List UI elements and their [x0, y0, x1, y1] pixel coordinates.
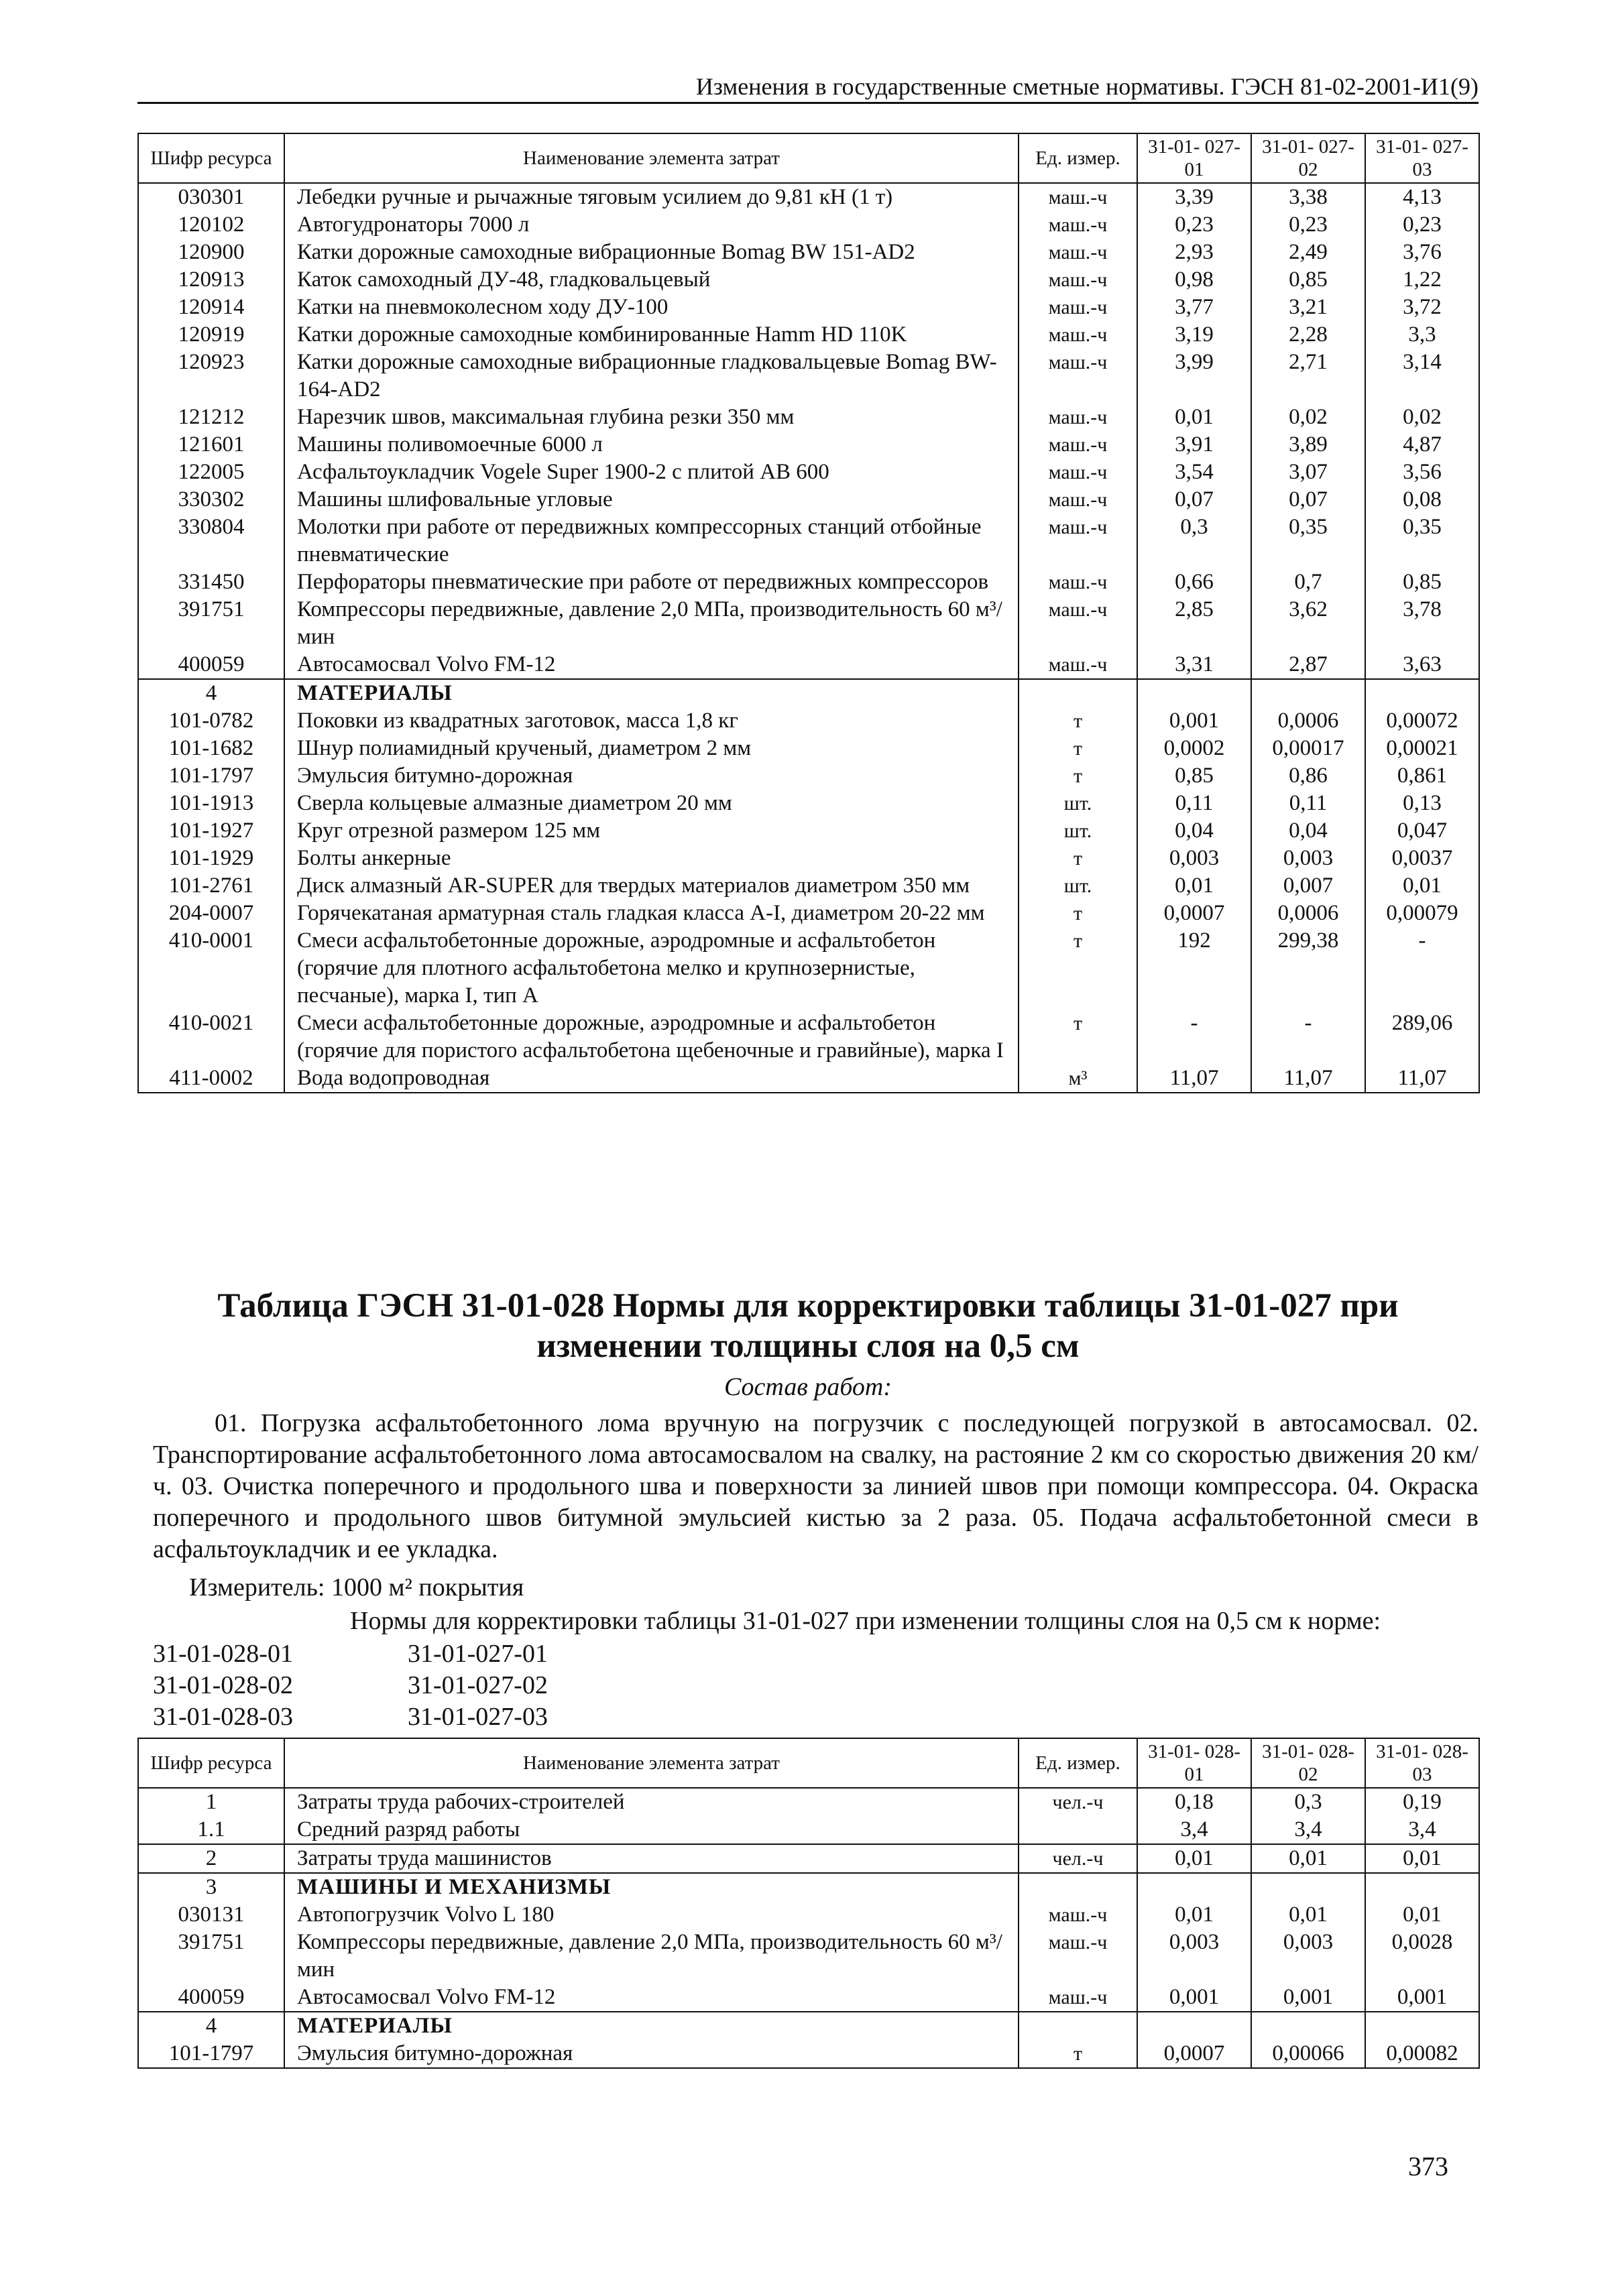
cell-unit: т [1019, 707, 1137, 735]
table-section-row [138, 679, 1479, 707]
cell-unit: маш.-ч [1019, 321, 1137, 349]
cell-norm-value-3: 0,13 [1365, 790, 1479, 817]
table-row [138, 1844, 1479, 1873]
cell-resource-name: Смеси асфальтобетонные дорожные, аэродромные и асфальтобетон (горячие для пористого асфальтобетона щебеночные и гравийные), марка I [284, 1010, 1019, 1065]
cell-norm-value-2: 0,07 [1251, 486, 1365, 513]
table-row [138, 431, 1479, 459]
cell-norm-value-3: 0,08 [1365, 486, 1479, 513]
col-header-norm-2: 31-01- 028-02 [1251, 1738, 1365, 1788]
cell-resource-code: 331450 [138, 568, 284, 596]
cell-resource-code: 101-0782 [138, 707, 284, 735]
cell-resource-name: Болты анкерные [284, 845, 1019, 872]
norm-code-028: 31-01-028-02 [153, 1671, 293, 1699]
table-row [138, 790, 1479, 817]
col-header-norm-3: 31-01- 028-03 [1365, 1738, 1479, 1788]
table-row [138, 349, 1479, 404]
cell-norm-value-1: 3,77 [1137, 294, 1251, 321]
cell-resource-code: 101-1929 [138, 845, 284, 872]
cell-norm-value-3: 0,00079 [1365, 900, 1479, 927]
cell-norm-value-2: 2,87 [1251, 651, 1365, 679]
cell-unit: шт. [1019, 817, 1137, 845]
cell-resource-code: 101-1927 [138, 817, 284, 845]
cell-resource-code: 101-1797 [138, 762, 284, 790]
cell-norm-value-3: 3,72 [1365, 294, 1479, 321]
col-header-norm-1: 31-01- 027-01 [1137, 133, 1251, 183]
cell-resource-code: 410-0001 [138, 927, 284, 1010]
cell-unit: маш.-ч [1019, 266, 1137, 294]
cell-unit: т [1019, 1010, 1137, 1065]
cell-resource-code: 391751 [138, 596, 284, 651]
cell-resource-name: Средний разряд работы [284, 1816, 1019, 1844]
table-row [138, 513, 1479, 568]
cell-norm-value-3: 0,23 [1365, 211, 1479, 239]
cell-norm-value-1: 3,31 [1137, 651, 1251, 679]
norm-mapping-row [153, 1638, 548, 1670]
cell-norm-value-3: 11,07 [1365, 1065, 1479, 1093]
table-row [138, 596, 1479, 651]
col-header-code: Шифр ресурса [138, 1738, 284, 1788]
cell-norm-value-2 [1251, 2012, 1365, 2040]
cell-norm-value-3: 3,56 [1365, 459, 1479, 486]
cell-norm-value-3 [1365, 2012, 1479, 2040]
norm-mapping-list [153, 1638, 548, 1733]
norm-correction-note: Нормы для корректировки таблицы 31-01-027 при изменении толщины слоя на 0,5 см к норме: [350, 1607, 1381, 1635]
table-row [138, 183, 1479, 211]
cell-resource-name: Катки дорожные самоходные вибрационные Bomag BW 151-AD2 [284, 239, 1019, 266]
cell-norm-value-1: 0,01 [1137, 404, 1251, 431]
meter-unit: Измеритель: 1000 м² покрытия [189, 1573, 524, 1602]
cell-norm-value-3: 3,3 [1365, 321, 1479, 349]
cell-norm-value-3: 0,85 [1365, 568, 1479, 596]
cell-norm-value-2: 2,49 [1251, 239, 1365, 266]
cell-norm-value-2: 0,7 [1251, 568, 1365, 596]
cell-norm-value-2: 0,3 [1251, 1788, 1365, 1816]
cell-norm-value-1: 2,93 [1137, 239, 1251, 266]
cell-resource-name: Диск алмазный AR-SUPER для твердых материалов диаметром 350 мм [284, 872, 1019, 900]
cell-resource-code: 120900 [138, 239, 284, 266]
cell-unit: маш.-ч [1019, 596, 1137, 651]
cell-unit [1019, 2012, 1137, 2040]
cell-norm-value-1 [1137, 679, 1251, 707]
table-section-row [138, 2012, 1479, 2040]
cell-unit: маш.-ч [1019, 568, 1137, 596]
cell-norm-value-2: 3,4 [1251, 1816, 1365, 1844]
cell-unit: маш.-ч [1019, 513, 1137, 568]
cell-norm-value-3: 3,63 [1365, 651, 1479, 679]
page-number: 373 [1408, 2151, 1448, 2181]
cell-norm-value-2: 0,11 [1251, 790, 1365, 817]
cell-resource-code: 1.1 [138, 1816, 284, 1844]
table-row [138, 872, 1479, 900]
cell-unit: маш.-ч [1019, 1929, 1137, 1984]
work-composition-text: 01. Погрузка асфальтобетонного лома вручную на погрузчик с последующей погрузкой в автосамосвал. 02. Транспортирование асфальтобетонного лома автосамосвалом на свалку, на растояние 2 км со скоростью движения 20 км/ч. 03. Очистка поперечного и продольного шва и поверхности за линией швов при помощи компрессора. 04. Окраска поперечного и продольного швов битумной эмульсией кистью за 2 раза. 05. Подача асфальтобетонной смеси в асфальтоукладчик и ее укладка. [153, 1409, 1478, 1563]
cell-resource-code: 2 [138, 1844, 284, 1873]
cell-unit: маш.-ч [1019, 294, 1137, 321]
cell-unit: т [1019, 900, 1137, 927]
cell-norm-value-1: 3,39 [1137, 183, 1251, 211]
table-row [138, 1984, 1479, 2012]
cell-unit: т [1019, 845, 1137, 872]
cell-norm-value-1: 192 [1137, 927, 1251, 1010]
cell-resource-code: 330804 [138, 513, 284, 568]
cell-norm-value-1: 3,54 [1137, 459, 1251, 486]
cell-norm-value-1: 0,23 [1137, 211, 1251, 239]
table-section-row [138, 1873, 1479, 1901]
cell-norm-value-3: - [1365, 927, 1479, 1010]
cell-unit [1019, 1816, 1137, 1844]
cell-unit: м³ [1019, 1065, 1137, 1093]
cell-resource-code: 204-0007 [138, 900, 284, 927]
cell-resource-code: 1 [138, 1788, 284, 1816]
cell-norm-value-2: 3,38 [1251, 183, 1365, 211]
cell-norm-value-3: 0,00072 [1365, 707, 1479, 735]
cell-resource-name: Вода водопроводная [284, 1065, 1019, 1093]
norm-code-027: 31-01-027-02 [408, 1671, 548, 1699]
cell-norm-value-2: 0,0006 [1251, 900, 1365, 927]
cell-norm-value-1: 0,66 [1137, 568, 1251, 596]
cell-norm-value-2: 0,00066 [1251, 2040, 1365, 2068]
cell-norm-value-2: 299,38 [1251, 927, 1365, 1010]
page-header: Изменения в государственные сметные нормативы. ГЭСН 81-02-2001-И1(9) [695, 73, 1478, 100]
cell-norm-value-1: 0,001 [1137, 1984, 1251, 2012]
cell-norm-value-2: 0,007 [1251, 872, 1365, 900]
cell-unit: шт. [1019, 872, 1137, 900]
cell-resource-name: Компрессоры передвижные, давление 2,0 МПа, производительность 60 м³/мин [284, 596, 1019, 651]
cell-norm-value-3: 3,78 [1365, 596, 1479, 651]
cell-norm-value-1: 3,91 [1137, 431, 1251, 459]
cell-norm-value-2 [1251, 679, 1365, 707]
col-header-unit: Ед. измер. [1019, 1738, 1137, 1788]
cell-norm-value-3: 0,01 [1365, 1844, 1479, 1873]
cell-norm-value-3: 289,06 [1365, 1010, 1479, 1065]
cell-resource-name: Автосамосвал Volvo FM-12 [284, 1984, 1019, 2012]
cell-norm-value-1: 0,85 [1137, 762, 1251, 790]
table-row [138, 1901, 1479, 1929]
table-row [138, 1929, 1479, 1984]
cell-unit: маш.-ч [1019, 651, 1137, 679]
cell-norm-value-3: 4,87 [1365, 431, 1479, 459]
cell-resource-code: 030131 [138, 1901, 284, 1929]
cell-resource-name: Молотки при работе от передвижных компрессорных станций отбойные пневматические [284, 513, 1019, 568]
cell-unit: маш.-ч [1019, 459, 1137, 486]
table-row [138, 486, 1479, 513]
norm-mapping-row [153, 1670, 548, 1701]
cell-norm-value-2: - [1251, 1010, 1365, 1065]
norm-mapping-row [153, 1701, 548, 1733]
cell-resource-name: Затраты труда машинистов [284, 1844, 1019, 1873]
table-row [138, 651, 1479, 679]
cell-resource-name: Эмульсия битумно-дорожная [284, 2040, 1019, 2068]
norm-code-027: 31-01-027-01 [408, 1640, 548, 1668]
col-header-code: Шифр ресурса [138, 133, 284, 183]
cell-resource-code: 121601 [138, 431, 284, 459]
cell-norm-value-1: 0,98 [1137, 266, 1251, 294]
cell-unit: маш.-ч [1019, 1984, 1137, 2012]
cell-unit: т [1019, 2040, 1137, 2068]
resource-table-028 [137, 1738, 1480, 2069]
cell-unit [1019, 1873, 1137, 1901]
cell-resource-name: Катки дорожные самоходные комбинированные Hamm HD 110K [284, 321, 1019, 349]
cell-norm-value-3: 0,0028 [1365, 1929, 1479, 1984]
table-row [138, 707, 1479, 735]
cell-norm-value-2: 3,62 [1251, 596, 1365, 651]
cell-unit: т [1019, 762, 1137, 790]
cell-resource-code: 101-1682 [138, 735, 284, 762]
table-row [138, 1065, 1479, 1093]
cell-unit: маш.-ч [1019, 486, 1137, 513]
cell-unit: шт. [1019, 790, 1137, 817]
cell-norm-value-1: 0,01 [1137, 1901, 1251, 1929]
cell-norm-value-3: 0,00082 [1365, 2040, 1479, 2068]
cell-norm-value-1: 0,0002 [1137, 735, 1251, 762]
cell-unit: т [1019, 735, 1137, 762]
table-title: Таблица ГЭСН 31-01-028 Нормы для корректировки таблицы 31-01-027 при изменении толщины слоя на 0,5 см [217, 1287, 1399, 1365]
cell-resource-name: Машины поливомоечные 6000 л [284, 431, 1019, 459]
cell-norm-value-1: 0,3 [1137, 513, 1251, 568]
cell-resource-code: 120102 [138, 211, 284, 239]
cell-norm-value-2: 0,001 [1251, 1984, 1365, 2012]
cell-norm-value-3: 3,4 [1365, 1816, 1479, 1844]
cell-norm-value-3: 0,01 [1365, 1901, 1479, 1929]
col-header-unit: Ед. измер. [1019, 133, 1137, 183]
table-row [138, 568, 1479, 596]
cell-resource-code: 101-2761 [138, 872, 284, 900]
cell-resource-name: Нарезчик швов, максимальная глубина резки 350 мм [284, 404, 1019, 431]
table-row [138, 239, 1479, 266]
section-title: МАШИНЫ И МЕХАНИЗМЫ [284, 1873, 1019, 1901]
cell-resource-code: 330302 [138, 486, 284, 513]
cell-norm-value-1: 2,85 [1137, 596, 1251, 651]
cell-norm-value-2: 0,003 [1251, 1929, 1365, 1984]
cell-norm-value-2: 11,07 [1251, 1065, 1365, 1093]
cell-norm-value-3: 3,14 [1365, 349, 1479, 404]
table-row [138, 927, 1479, 1010]
cell-norm-value-1: 3,99 [1137, 349, 1251, 404]
cell-norm-value-3: 0,35 [1365, 513, 1479, 568]
cell-norm-value-3: 0,861 [1365, 762, 1479, 790]
cell-norm-value-3: 0,047 [1365, 817, 1479, 845]
cell-norm-value-3: 4,13 [1365, 183, 1479, 211]
cell-resource-name: Катки на пневмоколесном ходу ДУ-100 [284, 294, 1019, 321]
cell-norm-value-1: 0,18 [1137, 1788, 1251, 1816]
cell-resource-code: 120919 [138, 321, 284, 349]
table-row [138, 1816, 1479, 1844]
cell-resource-name: Смеси асфальтобетонные дорожные, аэродромные и асфальтобетон (горячие для плотного асфальтобетона мелко и крупнозернистые, песчаные), марка I, тип А [284, 927, 1019, 1010]
cell-resource-code: 391751 [138, 1929, 284, 1984]
cell-resource-name: Поковки из квадратных заготовок, масса 1,8 кг [284, 707, 1019, 735]
table-row [138, 1788, 1479, 1816]
cell-norm-value-2: 0,35 [1251, 513, 1365, 568]
cell-resource-code: 3 [138, 1873, 284, 1901]
col-header-norm-2: 31-01- 027-02 [1251, 133, 1365, 183]
cell-resource-name: Автогудронаторы 7000 л [284, 211, 1019, 239]
cell-unit: маш.-ч [1019, 211, 1137, 239]
table-row [138, 1010, 1479, 1065]
cell-norm-value-1: 0,003 [1137, 845, 1251, 872]
cell-norm-value-1: 0,001 [1137, 707, 1251, 735]
cell-norm-value-2: 0,01 [1251, 1844, 1365, 1873]
cell-norm-value-2: 0,86 [1251, 762, 1365, 790]
cell-norm-value-2: 0,01 [1251, 1901, 1365, 1929]
cell-unit: маш.-ч [1019, 349, 1137, 404]
table-row [138, 266, 1479, 294]
cell-norm-value-3 [1365, 1873, 1479, 1901]
table-row [138, 817, 1479, 845]
table-header-row [138, 133, 1479, 183]
cell-norm-value-1: 0,0007 [1137, 900, 1251, 927]
col-header-name: Наименование элемента затрат [284, 133, 1019, 183]
cell-norm-value-1: 0,003 [1137, 1929, 1251, 1984]
col-header-norm-3: 31-01- 027-03 [1365, 133, 1479, 183]
cell-norm-value-1: 3,4 [1137, 1816, 1251, 1844]
table-row [138, 459, 1479, 486]
section-title: МАТЕРИАЛЫ [284, 2012, 1019, 2040]
cell-norm-value-3: 0,19 [1365, 1788, 1479, 1816]
cell-norm-value-2: 0,04 [1251, 817, 1365, 845]
cell-resource-code: 410-0021 [138, 1010, 284, 1065]
cell-resource-name: Эмульсия битумно-дорожная [284, 762, 1019, 790]
cell-norm-value-3: 0,0037 [1365, 845, 1479, 872]
cell-norm-value-1 [1137, 2012, 1251, 2040]
cell-norm-value-2: 2,28 [1251, 321, 1365, 349]
cell-unit: маш.-ч [1019, 1901, 1137, 1929]
norm-code-028: 31-01-028-03 [153, 1703, 293, 1731]
section-title: МАТЕРИАЛЫ [284, 679, 1019, 707]
cell-norm-value-1: 0,01 [1137, 1844, 1251, 1873]
cell-unit: маш.-ч [1019, 183, 1137, 211]
cell-unit: чел.-ч [1019, 1844, 1137, 1873]
cell-resource-name: Машины шлифовальные угловые [284, 486, 1019, 513]
cell-norm-value-3: 3,76 [1365, 239, 1479, 266]
cell-resource-name: Сверла кольцевые алмазные диаметром 20 мм [284, 790, 1019, 817]
cell-norm-value-1: 0,04 [1137, 817, 1251, 845]
cell-resource-name: Горячекатаная арматурная сталь гладкая класса A-I, диаметром 20-22 мм [284, 900, 1019, 927]
table-row [138, 2040, 1479, 2068]
cell-resource-code: 4 [138, 2012, 284, 2040]
col-header-name: Наименование элемента затрат [284, 1738, 1019, 1788]
work-composition-heading: Состав работ: [723, 1373, 892, 1401]
table-row [138, 900, 1479, 927]
cell-norm-value-2: 0,02 [1251, 404, 1365, 431]
norm-code-028: 31-01-028-01 [153, 1640, 293, 1668]
cell-norm-value-2 [1251, 1873, 1365, 1901]
cell-resource-code: 122005 [138, 459, 284, 486]
norm-code-027: 31-01-027-03 [408, 1703, 548, 1731]
cell-norm-value-3: 1,22 [1365, 266, 1479, 294]
cell-resource-name: Катки дорожные самоходные вибрационные гладковальцевые Bomag BW-164-AD2 [284, 349, 1019, 404]
cell-norm-value-1: 3,19 [1137, 321, 1251, 349]
cell-resource-name: Затраты труда рабочих-строителей [284, 1788, 1019, 1816]
cell-resource-name: Автосамосвал Volvo FM-12 [284, 651, 1019, 679]
col-header-norm-1: 31-01- 028-01 [1137, 1738, 1251, 1788]
cell-resource-code: 411-0002 [138, 1065, 284, 1093]
cell-unit [1019, 679, 1137, 707]
table-row [138, 845, 1479, 872]
cell-norm-value-2: 0,00017 [1251, 735, 1365, 762]
cell-resource-name: Круг отрезной размером 125 мм [284, 817, 1019, 845]
cell-resource-name: Шнур полиамидный крученый, диаметром 2 мм [284, 735, 1019, 762]
cell-norm-value-2: 0,85 [1251, 266, 1365, 294]
cell-resource-code: 101-1797 [138, 2040, 284, 2068]
cell-norm-value-1: 0,11 [1137, 790, 1251, 817]
table-row [138, 404, 1479, 431]
cell-norm-value-2: 2,71 [1251, 349, 1365, 404]
cell-resource-name: Перфораторы пневматические при работе от передвижных компрессоров [284, 568, 1019, 596]
cell-norm-value-1 [1137, 1873, 1251, 1901]
cell-resource-code: 4 [138, 679, 284, 707]
cell-norm-value-3: 0,001 [1365, 1984, 1479, 2012]
cell-resource-name: Лебедки ручные и рычажные тяговым усилием до 9,81 кН (1 т) [284, 183, 1019, 211]
cell-unit: т [1019, 927, 1137, 1010]
cell-norm-value-2: 0,003 [1251, 845, 1365, 872]
table-header-row [138, 1738, 1479, 1788]
table-row [138, 762, 1479, 790]
table-row [138, 735, 1479, 762]
cell-resource-name: Автопогрузчик Volvo L 180 [284, 1901, 1019, 1929]
cell-unit: маш.-ч [1019, 431, 1137, 459]
cell-norm-value-2: 3,89 [1251, 431, 1365, 459]
cell-norm-value-2: 3,07 [1251, 459, 1365, 486]
cell-norm-value-3 [1365, 679, 1479, 707]
cell-unit: чел.-ч [1019, 1788, 1137, 1816]
cell-resource-code: 121212 [138, 404, 284, 431]
table-body [138, 183, 1479, 1093]
cell-resource-name: Компрессоры передвижные, давление 2,0 МПа, производительность 60 м³/мин [284, 1929, 1019, 1984]
cell-norm-value-1: 0,0007 [1137, 2040, 1251, 2068]
cell-norm-value-2: 3,21 [1251, 294, 1365, 321]
header-rule [137, 102, 1478, 104]
table-row [138, 294, 1479, 321]
cell-resource-code: 400059 [138, 1984, 284, 2012]
cell-norm-value-1: - [1137, 1010, 1251, 1065]
cell-resource-code: 120913 [138, 266, 284, 294]
cell-unit: маш.-ч [1019, 404, 1137, 431]
cell-unit: маш.-ч [1019, 239, 1137, 266]
cell-norm-value-1: 0,01 [1137, 872, 1251, 900]
cell-norm-value-3: 0,00021 [1365, 735, 1479, 762]
cell-resource-code: 030301 [138, 183, 284, 211]
table-row [138, 321, 1479, 349]
table-row [138, 211, 1479, 239]
cell-resource-code: 120914 [138, 294, 284, 321]
cell-resource-code: 120923 [138, 349, 284, 404]
cell-norm-value-1: 0,07 [1137, 486, 1251, 513]
cell-norm-value-2: 0,23 [1251, 211, 1365, 239]
table-body [138, 1788, 1479, 2068]
resource-table-027 [137, 133, 1480, 1093]
cell-resource-name: Асфальтоукладчик Vogele Super 1900-2 с плитой AB 600 [284, 459, 1019, 486]
cell-norm-value-3: 0,01 [1365, 872, 1479, 900]
cell-norm-value-2: 0,0006 [1251, 707, 1365, 735]
cell-resource-code: 101-1913 [138, 790, 284, 817]
cell-resource-name: Каток самоходный ДУ-48, гладковальцевый [284, 266, 1019, 294]
cell-norm-value-1: 11,07 [1137, 1065, 1251, 1093]
cell-resource-code: 400059 [138, 651, 284, 679]
cell-norm-value-3: 0,02 [1365, 404, 1479, 431]
